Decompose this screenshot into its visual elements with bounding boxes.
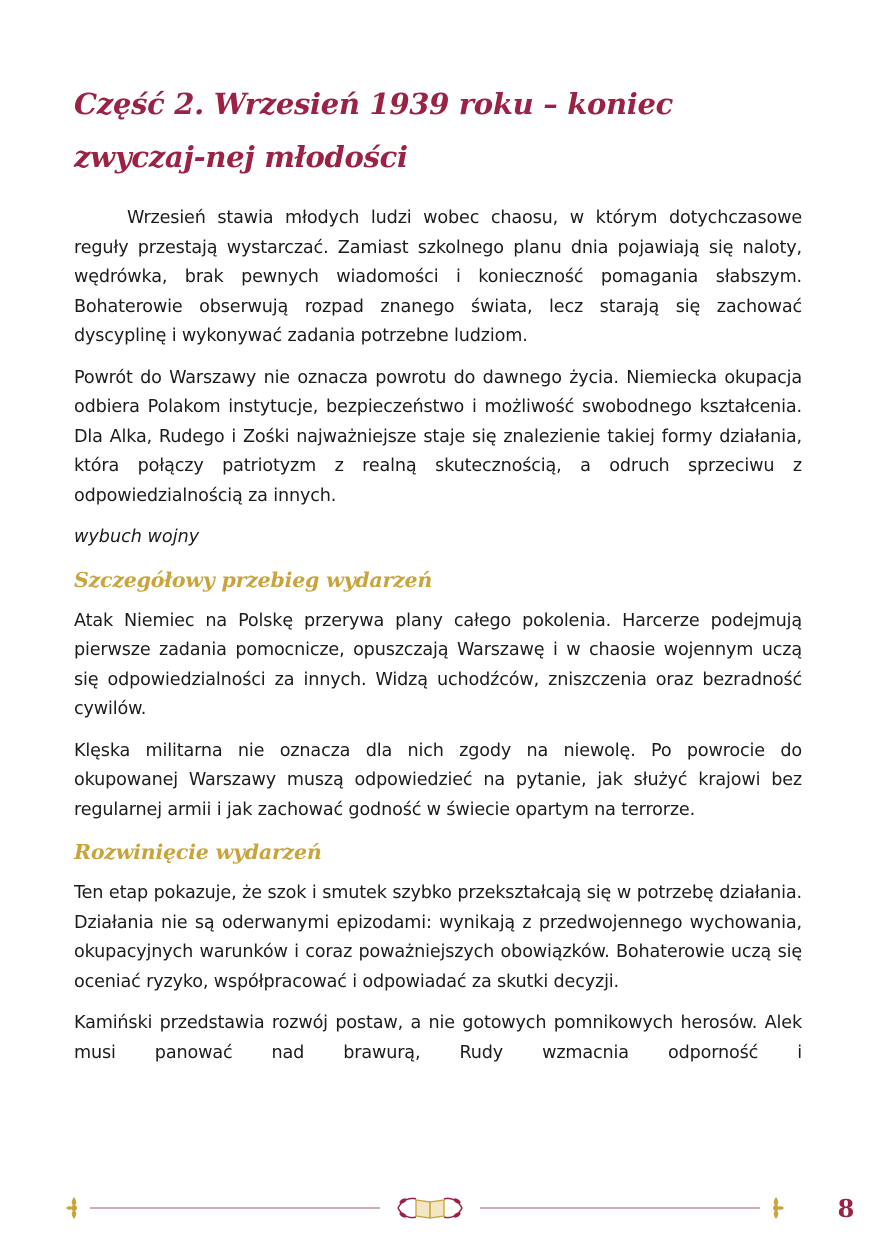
section-paragraph: Ten etap pokazuje, że szok i smutek szybko przekształcają się w potrzebę działania. Działania nie są oderwanymi epizodami: wynikają z przedwojennego wychowania, okupacyjnych warunków i coraz poważniejszych obowiązków. Bohaterowie uczą się oceniać ryzyko, współpracować i odpowiadać za skutki decyzji. xyxy=(74,883,802,992)
section-title-development: Rozwinięcie wydarzeń xyxy=(74,840,322,864)
book-laurel-icon xyxy=(398,1197,462,1218)
intro-paragraph: Wrzesień stawia młodych ludzi wobec chaosu, w którym dotychczasowe reguły przestają wystarczać. Zamiast szkolnego planu dnia pojawiają się naloty, wędrówka, brak pewnych wiadomości i konieczność pomagania słabszym. Bohaterowie obserwują rozpad znanego świata, lecz starają się zachować dyscyplinę i wykonywać zadania potrzebne ludziom. xyxy=(74,208,802,346)
section-paragraph: Atak Niemiec na Polskę przerywa plany całego pokolenia. Harcerze podejmują pierwsze zadania pomocnicze, opuszczają Warszawę i w chaosie wojennym uczą się odpowiedzialności za innych. Widzą uchodźców, zniszczenia oraz bezradność cywilów. xyxy=(74,610,802,719)
section-paragraph: Kamiński przedstawia rozwój postaw, a nie gotowych pomnikowych herosów. Alek musi panować nad brawurą, Rudy wzmacnia odporność i xyxy=(74,1013,802,1063)
chapter-title: Część 2. Wrzesień 1939 roku – koniec zwyczaj-nej młodości xyxy=(74,87,674,174)
page-content xyxy=(74,74,802,1080)
note-text: wybuch wojny xyxy=(74,527,200,547)
page-number: 8 xyxy=(837,1194,855,1223)
section-title-details: Szczegółowy przebieg wydarzeń xyxy=(74,567,433,592)
left-fleur-icon xyxy=(66,1197,77,1219)
footer-ornament xyxy=(60,1188,800,1228)
section-paragraph: Klęska militarna nie oznacza dla nich zgody na niewolę. Po powrocie do okupowanej Warszawy muszą odpowiedzieć na pytanie, jak służyć krajowi bez regularnej armii i jak zachować godność w świecie opartym na terrorze. xyxy=(74,740,802,820)
right-fleur-icon xyxy=(773,1197,784,1219)
intro-paragraph: Powrót do Warszawy nie oznacza powrotu do dawnego życia. Niemiecka okupacja odbiera Polakom instytucje, bezpieczeństwo i możliwość swobodnego kształcenia. Dla Alka, Rudego i Zośki najważniejsze staje się znalezienie takiej formy działania, która połączy patriotyzm z realną skutecznością, a odruch sprzeciwu z odpowiedzialnością za innych. xyxy=(74,367,802,506)
